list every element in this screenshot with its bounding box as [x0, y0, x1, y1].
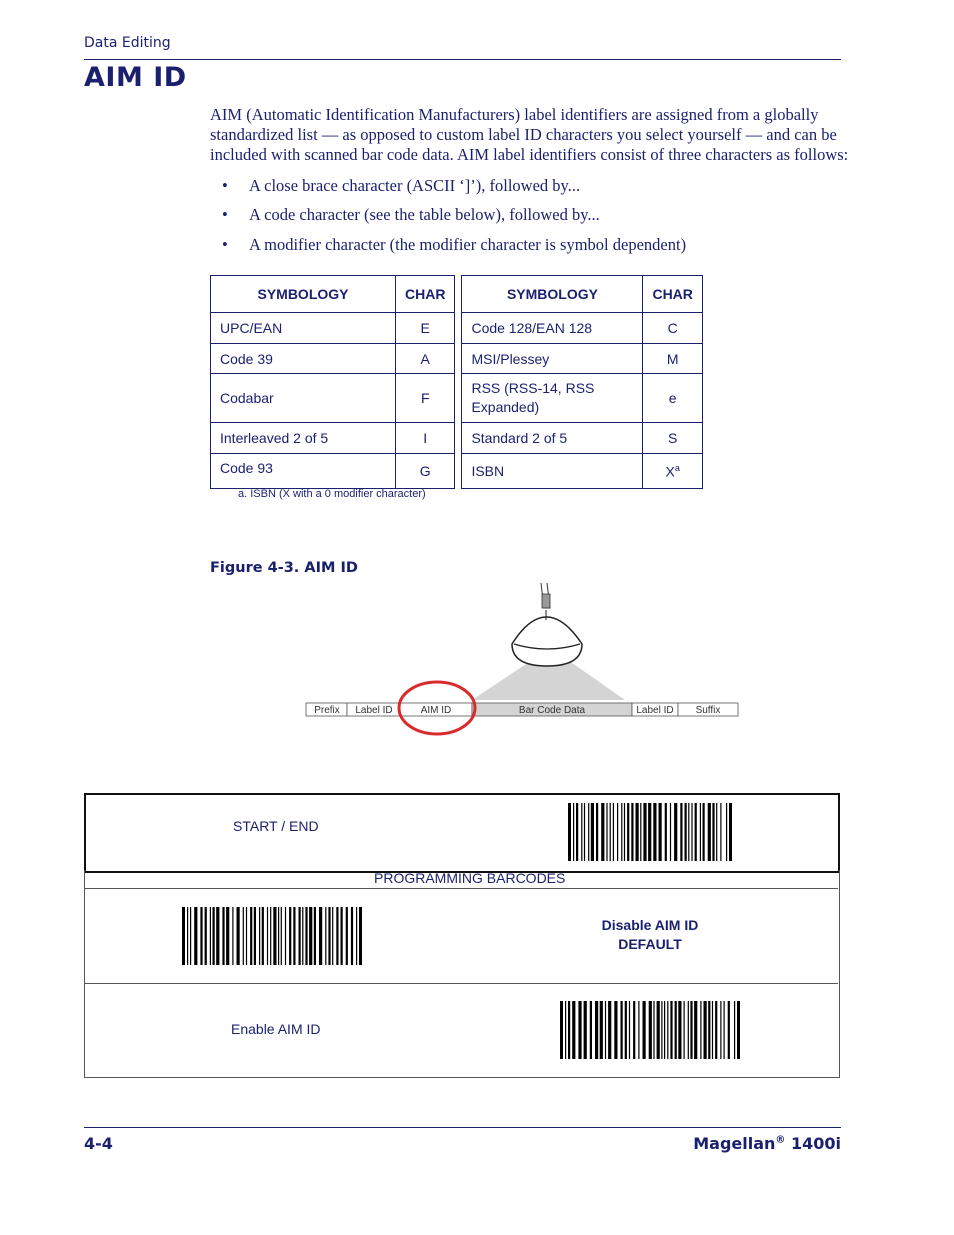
- header-char: CHAR: [396, 276, 455, 313]
- barcode-bar: [704, 1001, 707, 1059]
- barcode-bar: [653, 1001, 654, 1059]
- table-cell: Standard 2 of 5: [462, 423, 643, 454]
- barcode-bar: [325, 907, 326, 965]
- barcode-bar: [568, 1001, 570, 1059]
- barcode-bar: [601, 803, 604, 861]
- table-cell: I: [396, 423, 455, 454]
- start-end-barcode[interactable]: [568, 803, 732, 861]
- barcode-bar: [205, 907, 207, 965]
- table-cell: M: [643, 344, 702, 374]
- barcode-bar: [573, 803, 574, 861]
- barcode-bar: [237, 907, 240, 965]
- barcode-bar: [715, 1001, 717, 1059]
- barcode-bar: [708, 1001, 710, 1059]
- barcode-bar: [665, 803, 667, 861]
- barcode-bar: [633, 1001, 635, 1059]
- programming-barcodes-label: PROGRAMMING BARCODES: [374, 870, 566, 886]
- barcode-bar: [608, 1001, 611, 1059]
- barcode-bar: [636, 803, 639, 861]
- barcode-bar: [216, 907, 219, 965]
- barcode-bar: [254, 907, 256, 965]
- barcode-bar: [700, 803, 701, 861]
- barcode-bar: [640, 803, 641, 861]
- bullet-item: • A code character (see the table below), followed by...: [222, 205, 600, 224]
- table-cell: S: [643, 423, 702, 454]
- barcode-bar: [232, 907, 233, 965]
- barcode-bar: [694, 1001, 697, 1059]
- barcode-bar: [351, 907, 353, 965]
- barcode-bar: [213, 907, 215, 965]
- barcode-bar: [700, 1001, 701, 1059]
- barcode-bar: [226, 907, 229, 965]
- figure-caption: Figure 4-3. AIM ID: [210, 560, 358, 576]
- barcode-bar: [734, 1001, 735, 1059]
- barcode-bar: [726, 803, 727, 861]
- intro-paragraph: AIM (Automatic Identification Manufacturers) label identifiers are assigned from a globally standardized list — as opposed to custom label ID characters you select yourself — and can be included with scanned bar code data. AIM label identifiers consist of three characters as follows:: [210, 105, 849, 164]
- field-label-id: Label ID: [355, 705, 393, 716]
- table-cell: e: [643, 374, 702, 423]
- barcode-bar: [259, 907, 260, 965]
- scanner-diagram: [300, 580, 750, 740]
- barcode-bar: [600, 1001, 603, 1059]
- enable-aim-id-barcode[interactable]: [560, 1001, 740, 1059]
- barcode-bar: [664, 1001, 665, 1059]
- barcode-bar: [356, 907, 357, 965]
- barcode-bar: [617, 803, 618, 861]
- barcode-bar: [336, 907, 338, 965]
- scanner-icon: [512, 617, 582, 666]
- barcode-bar: [243, 907, 244, 965]
- barcode-bar: [724, 1001, 725, 1059]
- barcode-bar: [648, 803, 651, 861]
- barcode-bar: [346, 907, 348, 965]
- barcode-bar: [270, 907, 271, 965]
- barcode-bar: [293, 907, 295, 965]
- barcode-bar: [200, 907, 202, 965]
- barcode-bar: [649, 1001, 652, 1059]
- barcode-bar: [728, 1001, 730, 1059]
- barcode-bar: [675, 1001, 677, 1059]
- barcode-bar: [690, 1001, 692, 1059]
- barcode-bar: [299, 907, 301, 965]
- table-cell: UPC/EAN: [211, 313, 396, 344]
- start-end-label: START / END: [233, 818, 319, 834]
- barcode-bar: [309, 907, 312, 965]
- barcode-bar: [624, 803, 625, 861]
- barcode-bar: [584, 803, 585, 861]
- barcode-bar: [661, 1001, 662, 1059]
- barcode-bar: [680, 803, 682, 861]
- barcode-bar: [328, 907, 330, 965]
- field-suffix: Suffix: [695, 705, 721, 716]
- barcode-bar: [643, 1001, 646, 1059]
- barcode-bar: [572, 1001, 575, 1059]
- barcode-bar: [341, 907, 343, 965]
- table-cell: $X^a$: [643, 454, 702, 489]
- barcode-bar: [182, 907, 185, 965]
- barcode-bar: [278, 907, 279, 965]
- table-cell: MSI/Plessey: [462, 344, 643, 374]
- barcode-bar: [210, 907, 211, 965]
- barcode-bar: [670, 1001, 672, 1059]
- product-name: Magellan® 1400i: [693, 1134, 841, 1153]
- page-number: 4-4: [84, 1134, 113, 1153]
- disable-aim-id-label: Disable AIM ID: [601, 917, 699, 933]
- barcode-bar: [737, 1001, 740, 1059]
- barcode-bar: [625, 1001, 627, 1059]
- barcode-bar: [712, 1001, 713, 1059]
- barcode-bar: [222, 907, 224, 965]
- header-symbology: SYMBOLOGY: [462, 276, 643, 313]
- table-cell: A: [396, 344, 455, 374]
- table-cell: F: [396, 374, 455, 423]
- enable-aim-id-label: Enable AIM ID: [231, 1021, 321, 1037]
- barcode-bar: [670, 803, 671, 861]
- barcode-bar: [568, 803, 571, 861]
- barcode-bar: [359, 907, 362, 965]
- default-label: DEFAULT: [618, 936, 682, 952]
- barcode-bar: [332, 907, 333, 965]
- table-cell: Code 93: [211, 454, 396, 489]
- cable-strain-relief: [542, 594, 550, 608]
- barcode-bar: [678, 1001, 681, 1059]
- field-label-id: Label ID: [636, 705, 674, 716]
- header-symbology: SYMBOLOGY: [211, 276, 396, 313]
- table-cell: Code 128/EAN 128: [462, 313, 643, 344]
- barcode-bar: [576, 803, 578, 861]
- barcode-bar: [314, 907, 316, 965]
- barcode-bar: [190, 907, 191, 965]
- barcode-bar: [659, 803, 662, 861]
- table-cell: Codabar: [211, 374, 396, 423]
- barcode-bar: [187, 907, 188, 965]
- symbology-table: [210, 275, 703, 489]
- page-title: AIM ID: [84, 62, 187, 93]
- barcode-bar: [305, 907, 307, 965]
- barcode-bar: [246, 907, 247, 965]
- barcode-bar: [262, 907, 264, 965]
- barcode-bar: [667, 1001, 668, 1059]
- barcode-bar: [588, 803, 589, 861]
- barcode-bar: [606, 803, 607, 861]
- barcode-bar: [685, 803, 687, 861]
- barcode-bar: [595, 1001, 598, 1059]
- barcode-bar: [688, 1001, 689, 1059]
- barcode-bar: [695, 803, 697, 861]
- barcode-bar: [643, 803, 646, 861]
- header-rule: [84, 59, 841, 60]
- barcode-bar: [674, 803, 677, 861]
- barcode-bar: [302, 907, 303, 965]
- disable-aim-id-barcode[interactable]: [182, 907, 362, 965]
- barcode-bar: [250, 907, 252, 965]
- barcode-bar: [684, 1001, 685, 1059]
- barcode-bar: [591, 803, 594, 861]
- table-cell: ISBN: [462, 454, 643, 489]
- barcode-bar: [194, 907, 197, 965]
- barcode-bar: [578, 1001, 581, 1059]
- barcode-bar: [716, 803, 717, 861]
- barcode-bar: [289, 907, 291, 965]
- barcode-bar: [590, 1001, 592, 1059]
- footer-rule: [84, 1127, 841, 1128]
- barcode-bar: [638, 1001, 639, 1059]
- table-cell: E: [396, 313, 455, 344]
- barcode-bar: [319, 907, 322, 965]
- barcode-bar: [631, 803, 633, 861]
- barcode-bar: [653, 803, 656, 861]
- barcode-bar: [703, 803, 705, 861]
- barcode-bar: [621, 1001, 623, 1059]
- running-header: Data Editing: [84, 35, 171, 51]
- barcode-bar: [729, 803, 732, 861]
- barcode-bar: [267, 907, 268, 965]
- barcode-bar: [613, 803, 614, 861]
- barcode-bar: [720, 803, 721, 861]
- barcode-bar: [708, 803, 711, 861]
- field-prefix: Prefix: [314, 705, 340, 716]
- table-cell: C: [643, 313, 702, 344]
- barcode-bar: [629, 1001, 630, 1059]
- barcode-bar: [560, 1001, 563, 1059]
- barcode-bar: [691, 803, 692, 861]
- barcode-bar: [610, 803, 611, 861]
- barcode-bar: [688, 803, 689, 861]
- table-cell: RSS (RSS-14, RSS Expanded): [462, 374, 643, 423]
- barcode-bar: [273, 907, 276, 965]
- barcode-bar: [285, 907, 286, 965]
- table-footnote: a. ISBN (X with a 0 modifier character): [238, 488, 426, 500]
- barcode-bar: [596, 803, 598, 861]
- field-aim-id: AIM ID: [420, 705, 452, 716]
- barcode-bar: [584, 1001, 587, 1059]
- field-bar-code-data: Bar Code Data: [518, 705, 586, 716]
- barcode-bar: [712, 803, 714, 861]
- barcode-bar: [565, 1001, 566, 1059]
- header-char: CHAR: [643, 276, 702, 313]
- table-cell: Code 39: [211, 344, 396, 374]
- table-cell: G: [396, 454, 455, 489]
- bullet-item: • A close brace character (ASCII ‘]’), followed by...: [222, 176, 581, 195]
- barcode-bar: [621, 803, 622, 861]
- barcode-bar: [614, 1001, 617, 1059]
- bullet-item: • A modifier character (the modifier character is symbol dependent): [222, 235, 687, 254]
- barcode-bar: [581, 803, 582, 861]
- barcode-bar: [281, 907, 282, 965]
- table-cell: Interleaved 2 of 5: [211, 423, 396, 454]
- barcode-bar: [605, 1001, 606, 1059]
- barcode-bar: [657, 1001, 660, 1059]
- barcode-bar: [627, 803, 629, 861]
- barcode-bar: [720, 1001, 721, 1059]
